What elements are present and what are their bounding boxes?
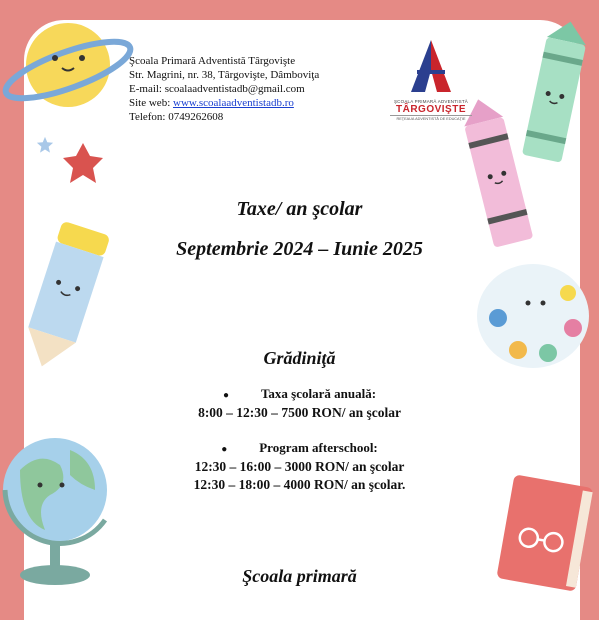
leaf-icon [58, 138, 108, 188]
fee-price: 4000 RON [283, 477, 344, 492]
fee-price: 3000 RON [284, 459, 346, 474]
logo-mark-icon [411, 40, 451, 92]
logo-school-name: ŞCOALA PRIMARĂ ADVENTISTĂ [393, 99, 469, 104]
fee-price: 7500 RON [281, 405, 342, 420]
fee-line-annual: 8:00 – 12:30 – 7500 RON/ an şcolar [198, 405, 401, 420]
website-link[interactable]: www.scoalaadventistadb.ro [173, 97, 294, 109]
fee-line-afterschool-1: 12:30 – 16:00 – 3000 RON/ an şcolar [194, 459, 405, 474]
school-phone: Telefon: 0749262608 [129, 111, 224, 123]
annual-fee-label: Taxa şcolară anuală: [260, 386, 377, 401]
website-label: Site web: [129, 97, 173, 109]
section-heading-kindergarten: Grădiniţă [263, 348, 336, 368]
school-contact-block [129, 54, 319, 124]
fee-line-afterschool-2: 12:30 – 18:00 – 4000 RON/ an şcolar. [193, 477, 406, 492]
school-logo [390, 40, 472, 121]
document-subtitle: Septembrie 2024 – Iunie 2025 [176, 238, 423, 260]
document-title: Taxe/ an şcolar [236, 198, 363, 220]
school-address: Str. Magrini, nr. 38, Târgovişte, Dâmboviţa [129, 69, 320, 81]
school-name: Şcoala Primară Adventistă Târgovişte [129, 55, 296, 67]
logo-network: REŢEAUA ADVENTISTĂ DE EDUCAŢIE [390, 115, 472, 121]
bullet-icon: ● [221, 444, 228, 455]
afterschool-label: Program afterschool: [259, 440, 378, 455]
star-icon [36, 136, 54, 154]
section-heading-primary: Şcoala primară [242, 566, 357, 586]
list-item [0, 440, 599, 456]
list-item [0, 386, 599, 402]
bullet-icon: ● [222, 390, 229, 401]
planet-icon [0, 10, 140, 120]
school-email: E-mail: scoalaadventistadb@gmail.com [129, 83, 305, 95]
school-website [129, 96, 319, 110]
logo-city: TÂRGOVIŞTE [395, 104, 466, 115]
